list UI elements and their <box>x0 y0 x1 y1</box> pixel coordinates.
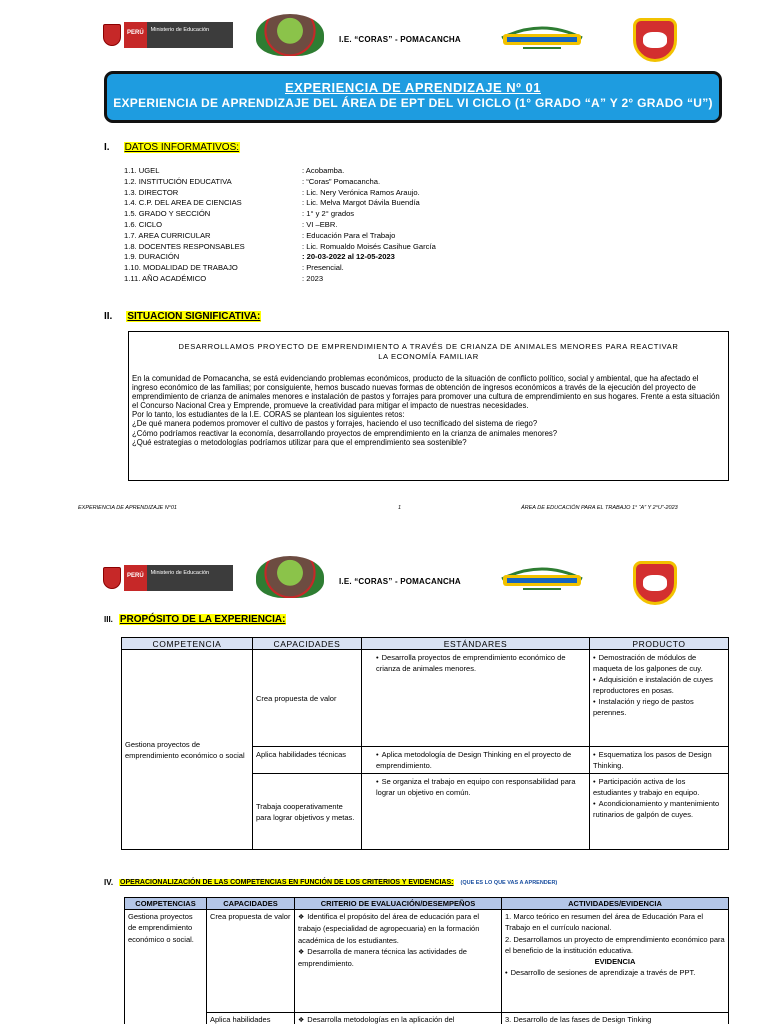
data-label: 1.10. MODALIDAD DE TRABAJO <box>124 263 238 273</box>
situacion-line: ¿Qué estrategias o metodologías podríamos utilizar para que el emprendimiento sea sostenible? <box>132 437 467 447</box>
actividad-item: 3. Desarrollo de las fases de Design Tinking <box>505 1015 652 1024</box>
minedu-name: Ministerio de Educación <box>147 22 233 48</box>
minedu-country: PERÚ <box>124 22 147 48</box>
minedu-name: Ministerio de Educación <box>147 565 233 591</box>
data-value: : Lic. Romualdo Moisés Casihue García <box>302 241 436 251</box>
data-value: : “Coras” Pomacancha. <box>302 176 381 186</box>
data-row <box>124 231 436 242</box>
data-value: : 1° y 2° grados <box>302 209 355 219</box>
evidencia-item: • Desarrollo de sesiones de aprendizaje a través de PPT. <box>505 967 725 978</box>
section-title: OPERACIONALIZACIÓN DE LAS COMPETENCIAS EN FUNCIÓN DE LOS CRITERIOS Y EVIDENCIAS: <box>120 879 454 886</box>
criterio-item: ❖ Desarrolla de manera técnica las actividades de emprendimiento. <box>298 946 498 970</box>
data-label: 1.3. DIRECTOR <box>124 187 179 197</box>
data-row <box>124 220 436 231</box>
situacion-line: En la comunidad de Pomacancha, se está evidenciando problemas económicos, producto de la situación de conflicto político, social y ambiental, que ha afectado el ingreso económico de las familias; por consiguiente, hemos buscado nuevas formas de obtención de ingresos económicos a través de la ejecución del proyecto de emprendimiento de crianza de animales menores e instalación de pastos y forrajes para promover una cultura de emprendimiento en sus hogares. Frente a esta situación el Concurso Nacional Crea y Emprende, promueve la creatividad para mitigar el impacto de nuestras necesidades. <box>132 374 720 411</box>
section-number: IV. <box>104 878 114 887</box>
situacion-box <box>128 331 729 481</box>
capacidad-cell: Trabaja cooperativamente para lograr objetivos y metas. <box>253 774 362 850</box>
col-header-producto: PRODUCTO <box>590 638 729 650</box>
section-title: PROPÓSITO DE LA EXPERIENCIA: <box>119 614 286 625</box>
producto-item: • Instalación y riego de pastos perennes. <box>593 696 725 718</box>
peru-shield-icon <box>103 567 121 589</box>
section-title: DATOS INFORMATIVOS: <box>124 142 240 153</box>
section-number: I. <box>104 142 110 153</box>
producto-item: • Esquematiza los pasos de Design Thinking. <box>593 749 725 771</box>
producto-item: • Demostración de módulos de maqueta de los galpones de cuy. <box>593 652 725 674</box>
section-4-heading <box>104 878 557 887</box>
data-row <box>124 274 436 285</box>
coras-badge-icon <box>633 18 677 62</box>
data-value: : Lic. Melva Margot Dávila Buendía <box>302 198 420 208</box>
capacidad-cell: Crea propuesta de valor <box>253 650 362 747</box>
producto-item: • Acondicionamiento y mantenimiento rutinarios de galpón de cuyes. <box>593 798 725 820</box>
section-number: II. <box>104 311 113 322</box>
school-emblem-icon <box>256 556 324 598</box>
criterio-item: ❖ Identifica el propósito del área de educación para el trabajo (especialidad de agropecuaria) en la formación académica de los estudiantes. <box>298 911 498 946</box>
situacion-line: Por lo tanto, los estudiantes de la I.E. CORAS se plantean los siguientes retos: <box>132 410 405 420</box>
data-row <box>124 177 436 188</box>
minedu-logo <box>103 22 233 48</box>
crea-compite-logo <box>497 22 587 52</box>
data-value: : VI –EBR. <box>302 219 338 229</box>
peru-shield-icon <box>103 24 121 46</box>
table-row <box>125 910 729 1013</box>
data-label: 1.6. CICLO <box>124 219 162 229</box>
data-row <box>124 188 436 199</box>
actividad-item: 1. Marco teórico en resumen del área de Educación Para el Trabajo en el currículo nacional. <box>505 912 704 933</box>
data-label: 1.11. AÑO ACADÉMICO <box>124 273 207 283</box>
footer-page-number: 1 <box>398 505 402 511</box>
data-label: 1.2. INSTITUCIÓN EDUCATIVA <box>124 176 232 186</box>
data-label: 1.9. DURACIÓN <box>124 252 180 262</box>
col-header-estandares: ESTÁNDARES <box>362 638 590 650</box>
section-note: (QUE ES LO QUE VAS A APRENDER) <box>460 879 558 886</box>
estandar-item: • Desarrolla proyectos de emprendimiento económico de crianza de animales menores. <box>376 652 586 674</box>
producto-item: • Adquisición e instalación de cuyes reproductores en posas. <box>593 674 725 696</box>
data-label: 1.8. DOCENTES RESPONSABLES <box>124 241 245 251</box>
minedu-logo <box>103 565 233 591</box>
school-name: I.E. “CORAS” - POMACANCHA <box>339 577 461 586</box>
operacionalizacion-table <box>124 897 729 1024</box>
col-header-competencia: COMPETENCIA <box>122 638 253 650</box>
data-value: : Lic. Nery Verónica Ramos Araujo. <box>302 187 420 197</box>
situacion-body <box>132 374 725 447</box>
section-title: SITUACION SIGNIFICATIVA: <box>127 311 261 322</box>
data-row <box>124 198 436 209</box>
capacidad-cell: Aplica habilidades técnicas <box>253 747 362 774</box>
data-value: : 2023 <box>302 273 324 283</box>
competencia-cell: Gestiona proyectos de emprendimiento económico o social <box>122 650 253 850</box>
coras-badge-icon <box>633 561 677 605</box>
data-label: 1.7. AREA CURRICULAR <box>124 230 211 240</box>
criterio-item: ❖ Desarrolla metodologías en la aplicación del <box>298 1014 498 1024</box>
banner-subtitle: EXPERIENCIA DE APRENDIZAJE DEL ÁREA DE EPT DEL VI CICLO (1° GRADO “A” Y 2° GRADO “U”) <box>113 96 713 110</box>
actividad-item: 2. Desarrollamos un proyecto de emprendimiento económico para el beneficio de la institución educativa. <box>505 934 725 955</box>
section-1-heading <box>104 142 240 153</box>
banner-title: EXPERIENCIA DE APRENDIZAJE Nº 01 <box>284 80 541 95</box>
capacidad-cell: Aplica habilidades <box>207 1013 295 1024</box>
data-row <box>124 166 436 177</box>
data-label: 1.1. UGEL <box>124 166 160 175</box>
estandar-item: • Se organiza el trabajo en equipo con responsabilidad para lograr un objetivo en común. <box>376 776 586 798</box>
col-header-capacidades: CAPACIDADES <box>207 898 295 910</box>
producto-item: • Participación activa de los estudiantes y trabajo en equipo. <box>593 776 725 798</box>
title-banner <box>104 71 722 123</box>
capacidad-cell: Crea propuesta de valor <box>207 910 295 1013</box>
school-emblem-icon <box>256 14 324 56</box>
col-header-capacidades: CAPACIDADES <box>253 638 362 650</box>
footer-left: EXPERIENCIA DE APRENDIZAJE N°01 <box>78 505 177 511</box>
crea-compite-logo <box>497 563 587 593</box>
section-3-heading <box>104 614 286 625</box>
data-value: : Presencial. <box>302 263 344 273</box>
footer-right: ÁREA DE EDUCACIÓN PARA EL TRABAJO 1° “A” Y 2°U”-2023 <box>521 505 678 511</box>
data-value: : 20-03-2022 al 12-05-2023 <box>302 252 395 262</box>
estandar-item: • Aplica metodología de Design Thinking en el proyecto de emprendimiento. <box>376 749 586 771</box>
table-row <box>122 650 729 747</box>
evidencia-label: EVIDENCIA <box>594 957 636 967</box>
data-label: 1.4. C.P. DEL AREA DE CIENCIAS <box>124 198 242 208</box>
col-header-criterio: CRITERIO DE EVALUACIÓN/DESEMPEÑOS <box>295 898 502 910</box>
data-value: : Educación Para el Trabajo <box>302 230 396 240</box>
data-row <box>124 242 436 253</box>
proposito-table <box>121 637 729 850</box>
situacion-line: ¿De qué manera podemos promover el cultivo de pastos y forrajes, haciendo el uso tecnificado del sistema de riego? <box>132 419 538 429</box>
section-2-heading <box>104 311 261 322</box>
data-row <box>124 209 436 220</box>
situacion-title: DESARROLLAMOS PROYECTO DE EMPRENDIMIENTO A TRAVÉS DE CRIANZA DE ANIMALES MENORES PARA REACTIVAR LA ECONOMÍA FAMILIAR <box>178 342 679 361</box>
competencia-cell: Gestiona proyectos de emprendimiento económico o social. <box>125 910 207 1024</box>
data-row <box>124 252 436 263</box>
table-row <box>125 1013 729 1024</box>
datos-informativos-list <box>124 166 436 285</box>
data-value: : Acobamba. <box>302 166 345 175</box>
section-number: III. <box>104 615 113 624</box>
col-header-competencias: COMPETENCIAS <box>125 898 207 910</box>
minedu-country: PERÚ <box>124 565 147 591</box>
school-name: I.E. “CORAS” - POMACANCHA <box>339 35 461 44</box>
data-row <box>124 263 436 274</box>
situacion-line: ¿Cómo podríamos reactivar la economía, desarrollando proyectos de emprendimiento en la crianza de animales menores? <box>132 428 558 438</box>
data-label: 1.5. GRADO Y SECCIÓN <box>124 209 211 219</box>
col-header-actividades: ACTIVIDADES/EVIDENCIA <box>502 898 729 910</box>
